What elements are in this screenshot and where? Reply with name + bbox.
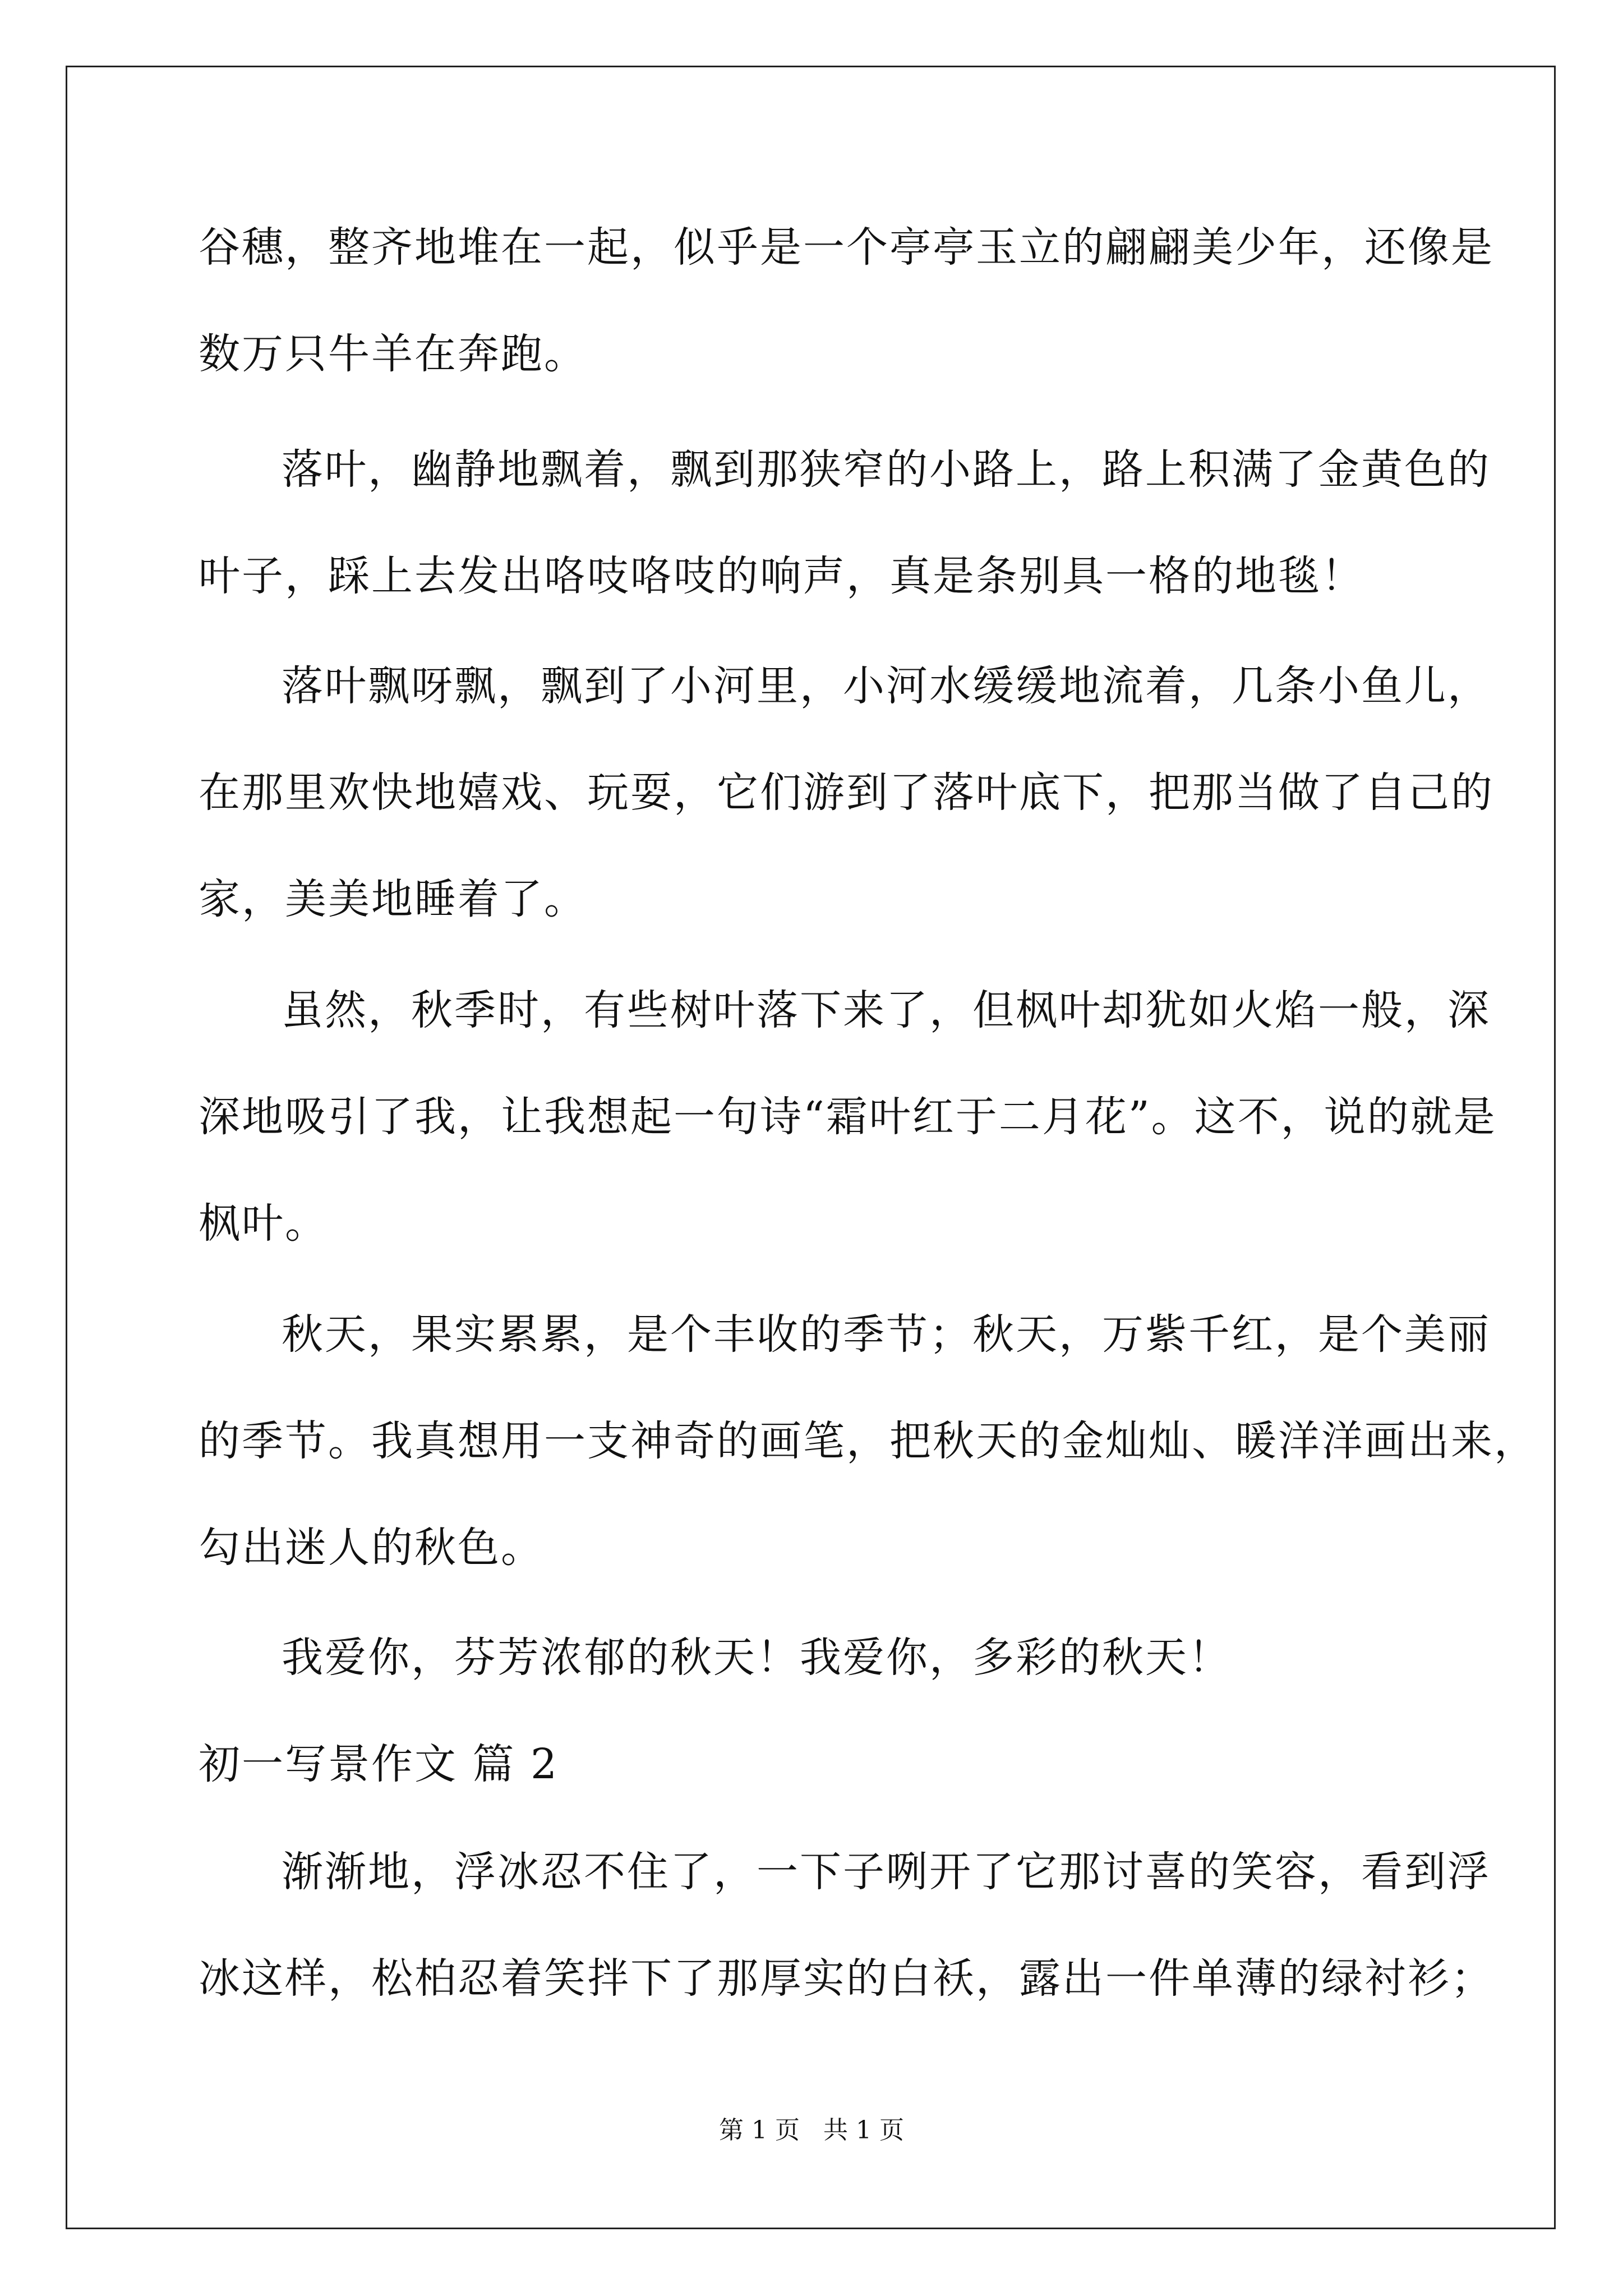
paragraph-first-line: 落叶，幽静地飘着，飘到那狭窄的小路上，路上积满了金黄色的 [282,445,1491,494]
page-total: 共 1 页 [823,2116,904,2145]
text-line: 在那里欢快地嬉戏、玩耍，它们游到了落叶底下，把那当做了自己的 [199,769,1494,817]
text-line: 勾出迷人的秋色。 [199,1524,544,1572]
paragraph-first-line: 渐渐地，浮冰忍不住了，一下子咧开了它那讨喜的笑容，看到浮 [282,1848,1491,1896]
text-line: 冰这样，松柏忍着笑拌下了那厚实的白袄，露出一件单薄的绿衬衫； [199,1954,1494,2003]
page-frame [66,66,1556,2229]
text-line: 谷穗，整齐地堆在一起，似乎是一个亭亭玉立的翩翩美少年，还像是 [199,223,1494,272]
text-line: 深地吸引了我，让我想起一句诗“霜叶红于二月花”。这不，说的就是 [199,1093,1497,1141]
page-number: 第 1 页 [719,2116,800,2145]
text-line: 家，美美地睡着了。 [199,875,587,923]
text-line: 的季节。我真想用一支神奇的画笔，把秋天的金灿灿、暖洋洋画出来， [199,1417,1537,1465]
paragraph-first-line: 秋天，果实累累，是个丰收的季节；秋天，万紫千红，是个美丽 [282,1310,1491,1359]
text-line: 叶子，踩上去发出咯吱咯吱的响声，真是条别具一格的地毯！ [199,552,1364,600]
paragraph-first-line: 落叶飘呀飘，飘到了小河里，小河水缓缓地流着，几条小鱼儿， [282,662,1491,710]
section-heading: 初一写景作文 篇 2 [199,1740,559,1788]
paragraph-first-line: 我爱你，芬芳浓郁的秋天！我爱你，多彩的秋天！ [282,1634,1232,1682]
page-footer [0,2118,1623,2143]
text-line: 枫叶。 [199,1199,328,1248]
paragraph-first-line: 虽然，秋季时，有些树叶落下来了，但枫叶却犹如火焰一般，深 [282,986,1491,1034]
text-line: 数万只牛羊在奔跑。 [199,330,587,378]
